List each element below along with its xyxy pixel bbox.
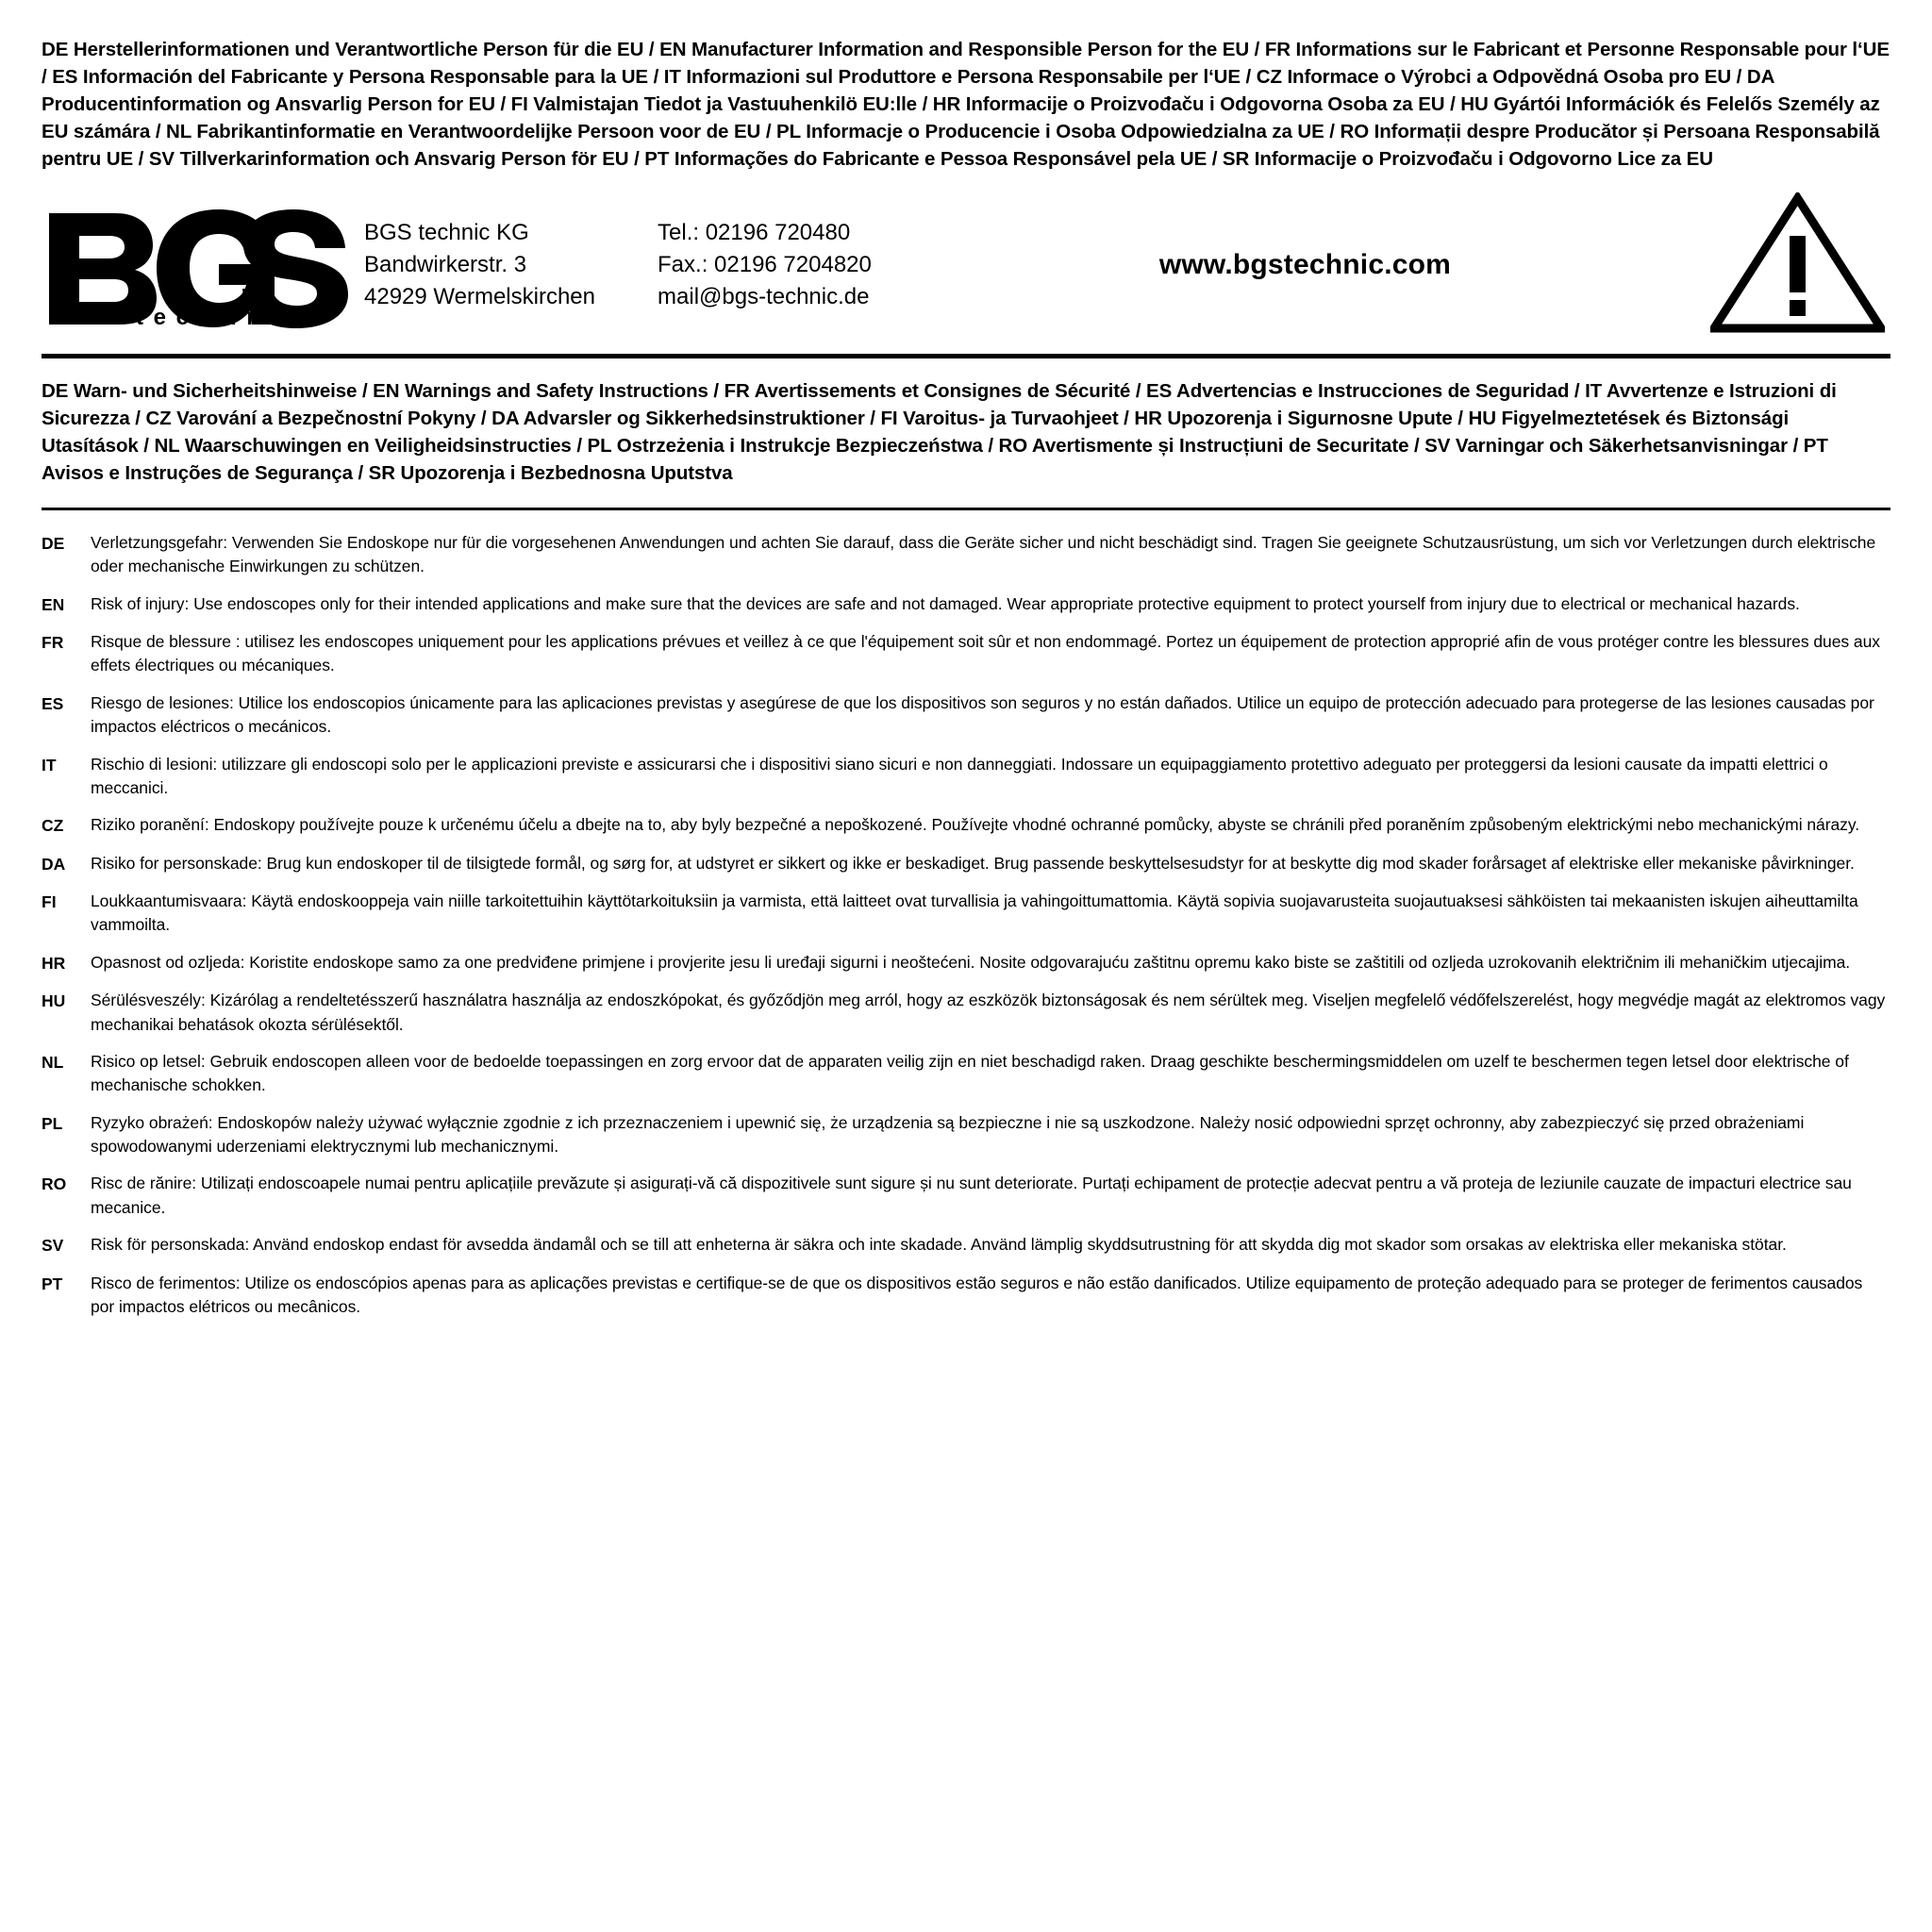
warning-lang-code: HU [42, 991, 66, 1011]
svg-text:®: ® [306, 208, 325, 237]
warning-text: Verletzungsgefahr: Verwenden Sie Endoskope nur für die vorgesehenen Anwendungen und achten Sie darauf, dass die Geräte sicher und nicht beschädigt sind. Tragen Sie geeignete Schutzausrüstung, um sich vor Verletzungen durch elektrische oder mechanische Einwirkungen zu schützen. [91, 532, 1876, 576]
warning-text: Opasnost od ozljeda: Koristite endoskope samo za one predviđene primjene i provjerite jesu li uređaji sigurni i neoštećeni. Nosite odgovarajuću zaštitnu opremu kako biste se zaštitili od ozljeda uzrokovanih električnim ili mehaničkim utjecajima. [91, 952, 1851, 972]
warning-row [42, 989, 1890, 1037]
warning-row [42, 1272, 1890, 1320]
company-email[interactable]: mail@bgs-technic.de [658, 284, 870, 310]
company-city: 42929 Wermelskirchen [364, 284, 596, 310]
warning-row [42, 1050, 1890, 1098]
warning-lang-code: FR [42, 633, 64, 653]
warning-lang-code: HR [42, 953, 66, 973]
warning-row [42, 531, 1890, 579]
company-info-bar [42, 187, 1890, 358]
warning-lang-code: DE [42, 533, 65, 553]
warning-row [42, 1111, 1890, 1159]
warning-text: Riziko poranění: Endoskopy používejte pouze k určenému účelu a dbejte na to, aby byly bezpečné a nepoškozené. Používejte vhodné ochranné pomůcky, abyste se chránili před poraněním způsobeným elektrickými nebo mechanickými nárazy. [91, 815, 1860, 835]
warning-text: Risiko for personskade: Brug kun endoskoper til de tilsigtede formål, og sørg for, at udstyret er sikkert og ikke er beskadiget. Brug passende beskyttelsesudstyr for at beskytte dig mod skader forårsaget af elektriske eller mekaniske påvirkninger. [91, 853, 1855, 873]
bgs-logo-icon [42, 206, 353, 328]
warning-text: Risc de rănire: Utilizați endoscoapele numai pentru aplicațiile prevăzute și asigurați-vă că dispozitivele sunt sigure și nu sunt deteriorate. Purtați echipament de protecție adecvat pentru a vă proteja de leziunile cauzate de impacturi electrice sau mecanice. [91, 1174, 1852, 1217]
warning-lang-code: FI [42, 892, 57, 912]
warning-row [42, 1233, 1890, 1257]
warning-lang-code: DA [42, 854, 66, 874]
safety-instructions-heading: DE Warn- und Sicherheitshinweise / EN Warnings and Safety Instructions / FR Avertissements et Consignes de Sécurité / ES Advertencias e Instrucciones de Seguridad / IT Avvertenze e Istruzioni di Sicurezza / CZ Varování a Bezpečnostní Pokyny / DA Advarsler og Sikkerhedsinstruktioner / FI Varoitus- ja Turvaohjeet / HR Upozorenja i Sigurnosne Upute / HU Figyelmeztetések és Biztonsági Utasítások / NL Waarschuwingen en Veiligheidsinstructies / PL Ostrzeżenia i Instrukcje Bezpieczeństwa / RO Avertismente și Instrucțiuni de Securitate / SV Varningar och Säkerhetsanvisningar / PT Avisos e Instruções de Segurança / SR Upozorenja i Bezbednosna Uputstva [42, 377, 1890, 510]
warning-lang-code: IT [42, 755, 57, 774]
warning-text: Riesgo de lesiones: Utilice los endoscopios únicamente para las aplicaciones previstas y asegúrese de que los dispositivos son seguros y no están dañados. Utilice un equipo de protección adecuado para protegerse de las lesiones causadas por impactos eléctricos o mecánicos. [91, 692, 1874, 737]
company-website[interactable]: www.bgstechnic.com [1158, 249, 1452, 281]
warning-lang-code: SV [42, 1236, 64, 1256]
company-contact [658, 217, 872, 313]
warning-row [42, 951, 1890, 975]
bgs-logo [42, 202, 353, 328]
warnings-list [42, 531, 1890, 1319]
warning-text: Sérülésveszély: Kizárólag a rendeltetésszerű használatra használja az endoszkópokat, és győződjön meg arról, hogy az eszközök biztonságosak és nem sérültek meg. Viseljen megfelelő védőfelszerelést, hogy megvédje magát az elektromos vagy mechanikai behatások okozta sérülésektől. [91, 991, 1886, 1034]
warning-lang-code: NL [42, 1052, 64, 1072]
warning-lang-code: PT [42, 1274, 63, 1293]
warning-text: Risico op letsel: Gebruik endoscopen alleen voor de bedoelde toepassingen en zorg ervoor dat de apparaten veilig zijn en niet beschadigd raken. Draag geschikte beschermingsmiddelen om uzelf te beschermen tegen letsel door elektrische of mechanische schokken. [91, 1051, 1849, 1095]
warning-text: Risco de ferimentos: Utilize os endoscópios apenas para as aplicações previstas e certifique-se de que os dispositivos estão seguros e não estão danificados. Utilize equipamento de proteção adequado para se proteger de ferimentos causados por impactos elétricos ou mecânicos. [91, 1273, 1863, 1316]
company-address [364, 217, 595, 313]
warning-row [42, 1172, 1890, 1220]
warning-text: Risk of injury: Use endoscopes only for their intended applications and make sure that the devices are safe and not damaged. Wear appropriate protective equipment to protect yourself from injury due to electrical or mechanical hazards. [91, 593, 1800, 613]
warning-triangle-icon [1710, 192, 1890, 339]
warning-lang-code: ES [42, 693, 64, 713]
warning-text: Ryzyko obrażeń: Endoskopów należy używać wyłącznie zgodnie z ich przeznaczeniem i upewnić się, że urządzenia są bezpieczne i nie są uszkodzone. Należy nosić odpowiedni sprzęt ochronny, aby zabezpieczyć się przed obrażeniami spowodowanymi uderzeniami elektrycznymi lub mechanicznymi. [91, 1112, 1805, 1157]
warning-row [42, 852, 1890, 876]
warning-row [42, 630, 1890, 678]
warning-row [42, 592, 1890, 617]
warning-lang-code: EN [42, 594, 65, 614]
warning-lang-code: RO [42, 1174, 67, 1194]
warning-lang-code: PL [42, 1113, 63, 1133]
company-name: BGS technic KG [364, 219, 529, 245]
warning-row [42, 890, 1890, 938]
warning-row [42, 813, 1890, 838]
warning-row [42, 753, 1890, 801]
manufacturer-info-heading: DE Herstellerinformationen und Verantwortliche Person für die EU / EN Manufacturer Information and Responsible Person for the EU / FR Informations sur le Fabricant et Personne Responsable pour l‘UE / ES Información del Fabricante y Persona Responsable para la UE / IT Informazioni sul Produttore e Persona Responsabile per l‘UE / CZ Informace o Výrobci a Odpovědná Osoba pro EU / DA Producentinformation og Ansvarlig Person for EU / FI Valmistajan Tiedot ja Vastuuhenkilö EU:lle / HR Informacije o Proizvođaču i Odgovorna Osoba za EU / HU Gyártói Információk és Felelős Személy az EU számára / NL Fabrikantinformatie en Verantwoordelijke Persoon voor de EU / PL Informacje o Producencie i Osoba Odpowiedzialna za UE / RO Informații despre Producător și Persoana Responsabilă pentru UE / SV Tillverkarinformation och Ansvarig Person för EU / PT Informações do Fabricante e Pessoa Responsável pela UE / SR Informacije o Proizvođaču i Odgovorno Lice za EU [42, 39, 1890, 171]
warning-text: Rischio di lesioni: utilizzare gli endoscopi solo per le applicazioni previste e assicurarsi che i dispositivi siano sicuri e non danneggiati. Indossare un equipaggiamento protettivo adeguato per proteggersi da lesioni causate da impatti elettrici o meccanici. [91, 754, 1828, 797]
warning-row [42, 691, 1890, 740]
warning-text: Risque de blessure : utilisez les endoscopes uniquement pour les applications prévues et veillez à ce que l'équipement soit sûr et non endommagé. Portez un équipement de protection approprié afin de vous protéger contre les blessures dues aux effets électriques ou mécaniques. [91, 632, 1880, 675]
company-street: Bandwirkerstr. 3 [364, 252, 527, 277]
svg-text:t e c h n i c: t e c h n i c [136, 305, 278, 329]
warning-lang-code: CZ [42, 816, 64, 836]
company-tel: Tel.: 02196 720480 [658, 219, 851, 245]
company-fax: Fax.: 02196 7204820 [658, 252, 872, 277]
warning-text: Loukkaantumisvaara: Käytä endoskooppeja vain niille tarkoitettuihin käyttötarkoituksiin ja varmista, että laitteet ovat turvallisia ja vahingoittumattomia. Käytä sopivia suojavarusteita suojautuaksesi sähköisten tai mekaanisten iskujen aiheuttamilta vammoilta. [91, 891, 1858, 935]
warning-text: Risk för personskada: Använd endoskop endast för avsedda ändamål och se till att enheterna är säkra och inte skadade. Använd lämplig skyddsutrustning för att skydda dig mot skador som orsakas av elektriska eller mekaniska stötar. [91, 1235, 1787, 1255]
